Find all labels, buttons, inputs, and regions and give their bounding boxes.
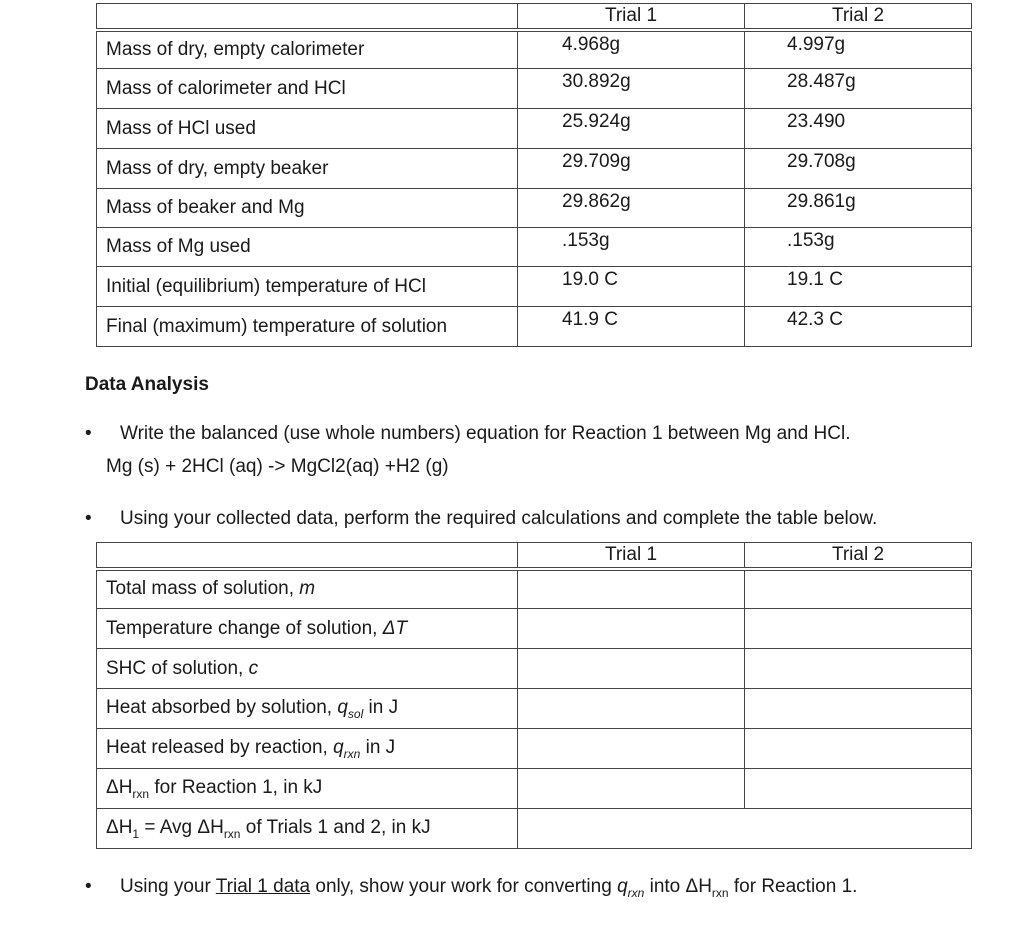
row-label: Mass of dry, empty calorimeter	[97, 30, 518, 69]
trial-1-value: 19.0 C	[518, 267, 745, 307]
table-row	[97, 729, 972, 769]
bullet-variable: q	[617, 876, 628, 897]
header-trial-2: Trial 2	[745, 543, 972, 569]
row-label	[97, 569, 518, 609]
row-label-subscript: 1	[132, 826, 140, 841]
trial-1-input-cell[interactable]	[518, 649, 745, 689]
trial-1-input-cell[interactable]	[518, 729, 745, 769]
trial-2-input-cell[interactable]	[745, 689, 972, 729]
row-label-text: Total mass of solution,	[106, 578, 300, 600]
bullet-dot: •	[85, 423, 92, 444]
trial-1-input-cell[interactable]	[518, 609, 745, 649]
trial-2-value: 4.997g	[745, 30, 972, 69]
row-label: Mass of calorimeter and HCl	[97, 69, 518, 109]
trial-2-value: 19.1 C	[745, 267, 972, 307]
table-row	[97, 267, 972, 307]
bullet-dot: •	[85, 508, 92, 529]
trial-1-value: .153g	[518, 228, 745, 267]
table-header-row	[97, 543, 972, 569]
trial-1-value: 4.968g	[518, 30, 745, 69]
trial-2-value: .153g	[745, 228, 972, 267]
row-label: Mass of beaker and Mg	[97, 189, 518, 228]
trial-1-input-cell[interactable]	[518, 769, 745, 809]
table-header-row	[97, 4, 972, 30]
table-row	[97, 609, 972, 649]
row-label-middle: = Avg ΔH	[139, 816, 224, 838]
trial-1-value: 25.924g	[518, 109, 745, 149]
table-row	[97, 307, 972, 347]
row-label-subscript	[344, 746, 361, 760]
row-label-variable: ΔT	[382, 617, 408, 639]
table-row	[97, 189, 972, 228]
bullet-text: Write the balanced (use whole numbers) equation for Reaction 1 between Mg and HCl.	[120, 423, 851, 444]
row-label-subscript	[348, 706, 363, 720]
header-trial-2: Trial 2	[745, 4, 972, 30]
row-label	[97, 809, 518, 849]
trial-1-input-cell[interactable]	[518, 689, 745, 729]
subscript-text: sol	[347, 706, 364, 721]
table-row	[97, 649, 972, 689]
bullet-text	[120, 876, 857, 900]
bullet-dot: •	[85, 876, 92, 897]
bullet-subscript: rxn	[711, 885, 729, 900]
trial-2-input-cell[interactable]	[745, 769, 972, 809]
row-label	[97, 729, 518, 769]
trial-1-value: 29.709g	[518, 149, 745, 189]
trial-1-input-cell[interactable]	[518, 569, 745, 609]
row-label-variable: c	[248, 657, 259, 679]
row-label	[97, 609, 518, 649]
header-trial-1: Trial 1	[518, 4, 745, 30]
bullet-text-post: for Reaction 1.	[728, 876, 858, 897]
header-trial-1: Trial 1	[518, 543, 745, 569]
row-label-variable: m	[299, 578, 316, 600]
trial-2-value: 23.490	[745, 109, 972, 149]
row-label-text: Heat absorbed by solution,	[106, 696, 338, 718]
table-row	[97, 69, 972, 109]
trial-2-input-cell[interactable]	[745, 609, 972, 649]
row-label-text: Heat released by reaction,	[106, 736, 334, 758]
student-answer: Mg (s) + 2HCl (aq) -> MgCl2(aq) +H2 (g)	[106, 456, 449, 477]
bullet-text-mid: only, show your work for converting	[310, 876, 618, 897]
row-label-variable: q	[337, 696, 348, 718]
row-label-text: for Reaction 1, in kJ	[149, 776, 323, 798]
trial-2-value: 42.3 C	[745, 307, 972, 347]
table-row	[97, 809, 972, 849]
row-label-prefix: ΔH	[106, 816, 133, 838]
header-empty-cell	[97, 4, 518, 30]
bullet-text: Using your collected data, perform the required calculations and complete the table below.	[120, 508, 878, 529]
table-row	[97, 149, 972, 189]
table-row	[97, 769, 972, 809]
row-label-text: Temperature change of solution,	[106, 617, 383, 639]
row-label-unit: in J	[360, 736, 396, 758]
row-label-text: SHC of solution,	[106, 657, 249, 679]
average-input-cell[interactable]	[518, 809, 972, 849]
trial-2-value: 29.861g	[745, 189, 972, 228]
row-label-prefix: ΔH	[106, 776, 133, 798]
row-label	[97, 689, 518, 729]
table-row	[97, 109, 972, 149]
row-label	[97, 649, 518, 689]
subscript-text: rxn	[627, 885, 645, 900]
data-table	[96, 3, 972, 347]
row-label-variable: q	[333, 736, 344, 758]
row-label-subscript: rxn	[223, 826, 241, 841]
bullet-variable-subscript	[628, 886, 645, 900]
header-empty-cell	[97, 543, 518, 569]
row-label: Final (maximum) temperature of solution	[97, 307, 518, 347]
trial-2-input-cell[interactable]	[745, 729, 972, 769]
table-row	[97, 569, 972, 609]
subscript-text: rxn	[343, 746, 361, 761]
underlined-phrase: Trial 1 data	[215, 876, 311, 897]
bullet-text-pre: Using your	[120, 876, 216, 897]
trial-1-value: 30.892g	[518, 69, 745, 109]
trial-1-value: 41.9 C	[518, 307, 745, 347]
row-label-unit: in J	[363, 696, 399, 718]
trial-2-input-cell[interactable]	[745, 569, 972, 609]
calculation-table	[96, 542, 972, 849]
row-label: Mass of HCl used	[97, 109, 518, 149]
row-label-subscript: rxn	[132, 786, 150, 801]
bullet-text-mid2: into ΔH	[644, 876, 712, 897]
trial-1-value: 29.862g	[518, 189, 745, 228]
table-row	[97, 228, 972, 267]
section-heading: Data Analysis	[85, 374, 209, 395]
table-row	[97, 30, 972, 69]
row-label: Initial (equilibrium) temperature of HCl	[97, 267, 518, 307]
trial-2-value: 29.708g	[745, 149, 972, 189]
trial-2-input-cell[interactable]	[745, 649, 972, 689]
trial-2-value: 28.487g	[745, 69, 972, 109]
table-row	[97, 689, 972, 729]
row-label-text: of Trials 1 and 2, in kJ	[240, 816, 431, 838]
row-label	[97, 769, 518, 809]
row-label: Mass of dry, empty beaker	[97, 149, 518, 189]
row-label: Mass of Mg used	[97, 228, 518, 267]
